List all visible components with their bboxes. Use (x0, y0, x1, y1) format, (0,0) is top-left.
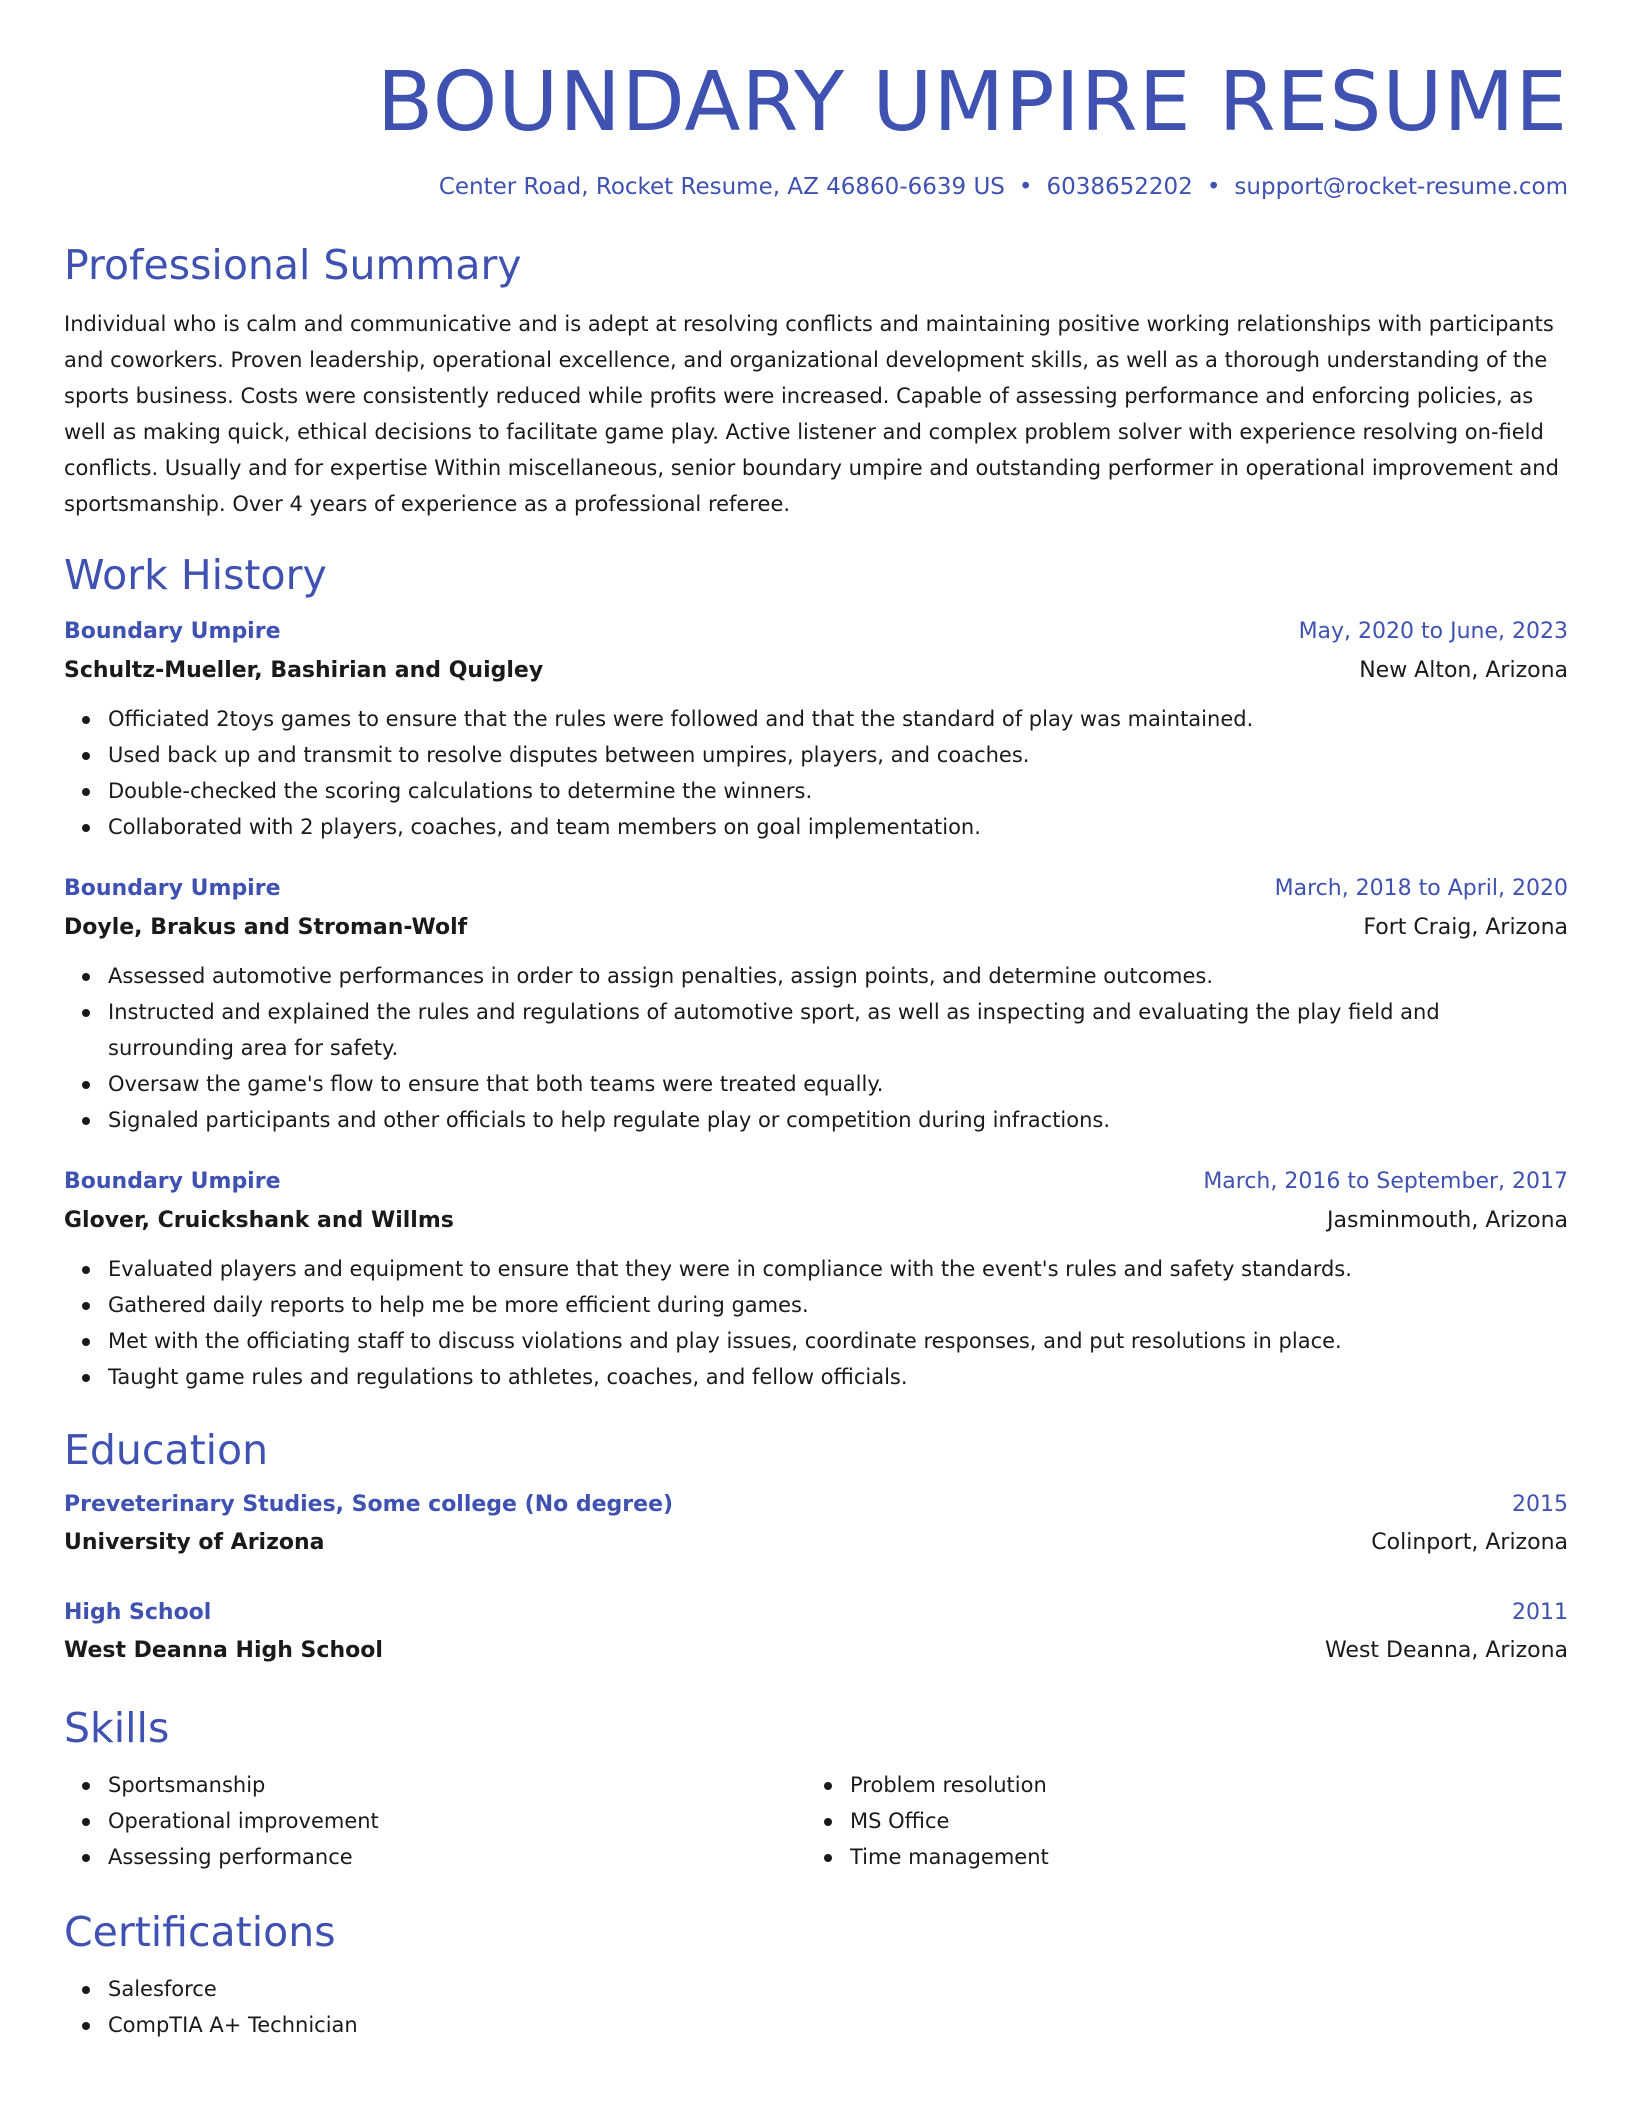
contact-separator: • (1018, 174, 1033, 200)
job-bullets (64, 701, 1568, 845)
job-entry (64, 871, 1568, 1138)
job-location: Jasminmouth, Arizona (1327, 1208, 1568, 1233)
certification-item: CompTIA A+ Technician (108, 2007, 1568, 2043)
skill-item: Problem resolution (850, 1767, 1548, 1803)
education-entry (64, 1487, 1568, 1561)
education-degree: High School (64, 1600, 212, 1625)
summary-text: Individual who is calm and communicative and is adept at resolving conflicts and maintaining positive working relationships with participants and coworkers. Proven leadership, operational excellence, and organizational development skills, as well as a thorough understanding of the sports business. Costs were consistently reduced while profits were increased. Capable of assessing performance and enforcing policies, as well as making quick, ethical decisions to facilitate game play. Active listener and complex problem solver with experience resolving on-field conflicts. Usually and for expertise Within miscellaneous, senior boundary umpire and outstanding performer in operational improvement and sportsmanship. Over 4 years of experience as a professional referee. (64, 312, 1559, 516)
job-company-row (64, 910, 1568, 946)
list-item: Collaborated with 2 players, coaches, and team members on goal implementation. (108, 809, 1568, 845)
education-entry (64, 1595, 1568, 1669)
education-header-row (64, 1487, 1568, 1523)
skills-column-left (64, 1767, 806, 1875)
job-dates: May, 2020 to June, 2023 (1298, 619, 1568, 644)
summary-heading: Professional Summary (64, 241, 522, 289)
education-school-row (64, 1525, 1568, 1561)
job-company: Doyle, Brakus and Stroman-Wolf (64, 915, 468, 940)
job-header-row (64, 614, 1568, 650)
list-item: Signaled participants and other officials to help regulate play or competition during infractions. (108, 1102, 1568, 1138)
job-header-row (64, 871, 1568, 907)
job-header-row (64, 1164, 1568, 1200)
contact-separator: • (1206, 174, 1221, 200)
list-item: Taught game rules and regulations to athletes, coaches, and fellow officials. (108, 1359, 1568, 1395)
job-bullets (64, 958, 1568, 1138)
contact-phone: 6038652202 (1046, 174, 1193, 200)
education-school: West Deanna High School (64, 1638, 383, 1663)
contact-address: Center Road, Rocket Resume, AZ 46860-6639 US (438, 174, 1005, 200)
skills-heading: Skills (64, 1704, 170, 1752)
education-year: 2015 (1512, 1492, 1568, 1517)
job-location: Fort Craig, Arizona (1363, 915, 1568, 940)
job-bullets (64, 1251, 1568, 1395)
list-item: Double-checked the scoring calculations to determine the winners. (108, 773, 1568, 809)
job-company-row (64, 1203, 1568, 1239)
education-header-row (64, 1595, 1568, 1631)
list-item: Officiated 2toys games to ensure that the rules were followed and that the standard of play was maintained. (108, 701, 1568, 737)
skill-item: Sportsmanship (108, 1767, 806, 1803)
education-degree: Preveterinary Studies, Some college (No degree) (64, 1492, 674, 1517)
skill-item: Operational improvement (108, 1803, 806, 1839)
skills-grid (64, 1767, 1568, 1875)
skill-item: Time management (850, 1839, 1548, 1875)
education-school: University of Arizona (64, 1530, 325, 1555)
education-location: West Deanna, Arizona (1324, 1638, 1568, 1663)
job-company: Glover, Cruickshank and Willms (64, 1208, 454, 1233)
job-dates: March, 2016 to September, 2017 (1203, 1169, 1568, 1194)
list-item: Met with the officiating staff to discuss violations and play issues, coordinate responses, and put resolutions in place. (108, 1323, 1568, 1359)
skills-column-right (806, 1767, 1548, 1875)
certification-item: Salesforce (108, 1971, 1568, 2007)
list-item: Instructed and explained the rules and regulations of automotive sport, as well as inspecting and evaluating the play field and surrounding area for safety. (108, 994, 1568, 1066)
job-role: Boundary Umpire (64, 1169, 281, 1194)
job-role: Boundary Umpire (64, 876, 281, 901)
education-school-row (64, 1633, 1568, 1669)
list-item: Assessed automotive performances in order to assign penalties, assign points, and determine outcomes. (108, 958, 1568, 994)
certifications-list (64, 1971, 1568, 2043)
work-history-heading: Work History (64, 551, 327, 599)
list-item: Oversaw the game's flow to ensure that both teams were treated equally. (108, 1066, 1568, 1102)
contact-email[interactable]: support@rocket-resume.com (1234, 174, 1568, 200)
job-entry (64, 1164, 1568, 1395)
job-location: New Alton, Arizona (1359, 658, 1568, 683)
resume-title: BOUNDARY UMPIRE RESUME (376, 55, 1568, 150)
skill-item: MS Office (850, 1803, 1548, 1839)
certifications-heading: Certifications (64, 1908, 336, 1956)
education-heading: Education (64, 1426, 269, 1474)
job-company-row (64, 653, 1568, 689)
list-item: Gathered daily reports to help me be more efficient during games. (108, 1287, 1568, 1323)
job-entry (64, 614, 1568, 845)
list-item: Used back up and transmit to resolve disputes between umpires, players, and coaches. (108, 737, 1568, 773)
list-item: Evaluated players and equipment to ensure that they were in compliance with the event's rules and safety standards. (108, 1251, 1568, 1287)
job-company: Schultz-Mueller, Bashirian and Quigley (64, 658, 544, 683)
skill-item: Assessing performance (108, 1839, 806, 1875)
job-dates: March, 2018 to April, 2020 (1274, 876, 1568, 901)
contact-line (64, 170, 1568, 204)
education-location: Colinport, Arizona (1371, 1530, 1568, 1555)
education-year: 2011 (1512, 1600, 1568, 1625)
job-role: Boundary Umpire (64, 619, 281, 644)
